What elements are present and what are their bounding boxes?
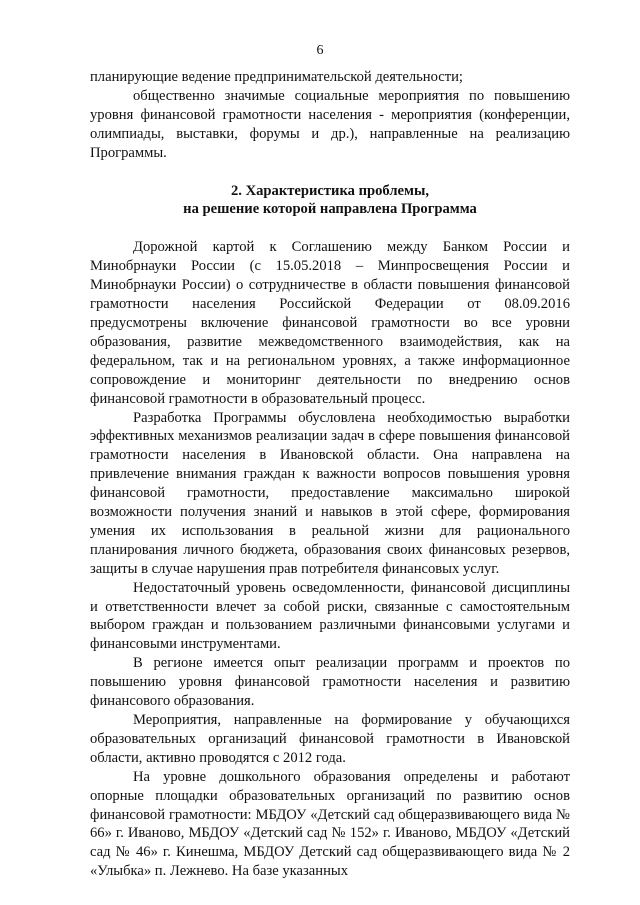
intro-line: планирующие ведение предпринимательской деятельности;: [90, 69, 463, 85]
body-paragraph: Недостаточный уровень осведомленности, финансовой дисциплины и ответственности влечет за собой риски, связанные с самостоятельным выбором граждан и пользованием различными финансовыми услугами и финансовыми инструментами.: [90, 579, 570, 653]
page-number: 6: [316, 43, 324, 58]
body-paragraph: На уровне дошкольного образования определены и работают опорные площадки образовательных организаций по развитию основ финансовой грамотности: МБДОУ «Детский сад общеразвивающего вида № 66» г. Иваново, МБДОУ «Детский сад № 152» г. Иваново, МБДОУ «Детский сад № 46» г. Кинешма, МБДОУ Детский сад общеразвивающего вида № 2 «Улыбка» п. Лежнево. На базе указанных: [90, 768, 570, 880]
intro-paragraph: общественно значимые социальные мероприятия по повышению уровня финансовой грамотности населения - мероприятия (конференции, олимпиады, выставки, форумы и др.), направленные на реализацию Программы.: [90, 87, 570, 161]
body-paragraph: В регионе имеется опыт реализации программ и проектов по повышению уровня финансовой грамотности населения и развитию финансового образования.: [90, 655, 570, 710]
body-paragraph: Дорожной картой к Соглашению между Банком России и Минобрнауки России (с 15.05.2018 – Минпросвещения России и Минобрнауки России) о сотрудничестве в области повышения финансовой грамотности населения Российской Федерации от 08.09.2016 предусмотрены включение финансовой грамотности во все уровни образования, развитие межведомственного взаимодействия, как на федеральном, так и на региональном уровнях, а также информационное сопровождение и мониторинг деятельности по внедрению основ финансовой грамотности в образовательный процесс.: [90, 239, 570, 407]
body-paragraph: Разработка Программы обусловлена необходимостью выработки эффективных механизмов реализации задач в сфере повышения финансовой грамотности населения в Ивановской области. Она направлена на привлечение внимания граждан к важности вопросов повышения уровня финансовой грамотности, предоставление максимально широкой возможности получения знаний и навыков в этой сфере, формирования умения их использования в реальной жизни для рационального планирования личного бюджета, образования своих финансовых резервов, защиты в случае нарушения прав потребителя финансовых услуг.: [90, 409, 570, 577]
document-body: [90, 68, 570, 881]
section-heading-line-1: 2. Характеристика проблемы,: [230, 182, 429, 199]
section-heading-line-2: на решение которой направлена Программа: [183, 201, 477, 218]
section-heading: [90, 182, 570, 220]
body-paragraph: Мероприятия, направленные на формирование у обучающихся образовательных организаций финансовой грамотности в Ивановской области, активно проводятся с 2012 года.: [90, 712, 570, 766]
